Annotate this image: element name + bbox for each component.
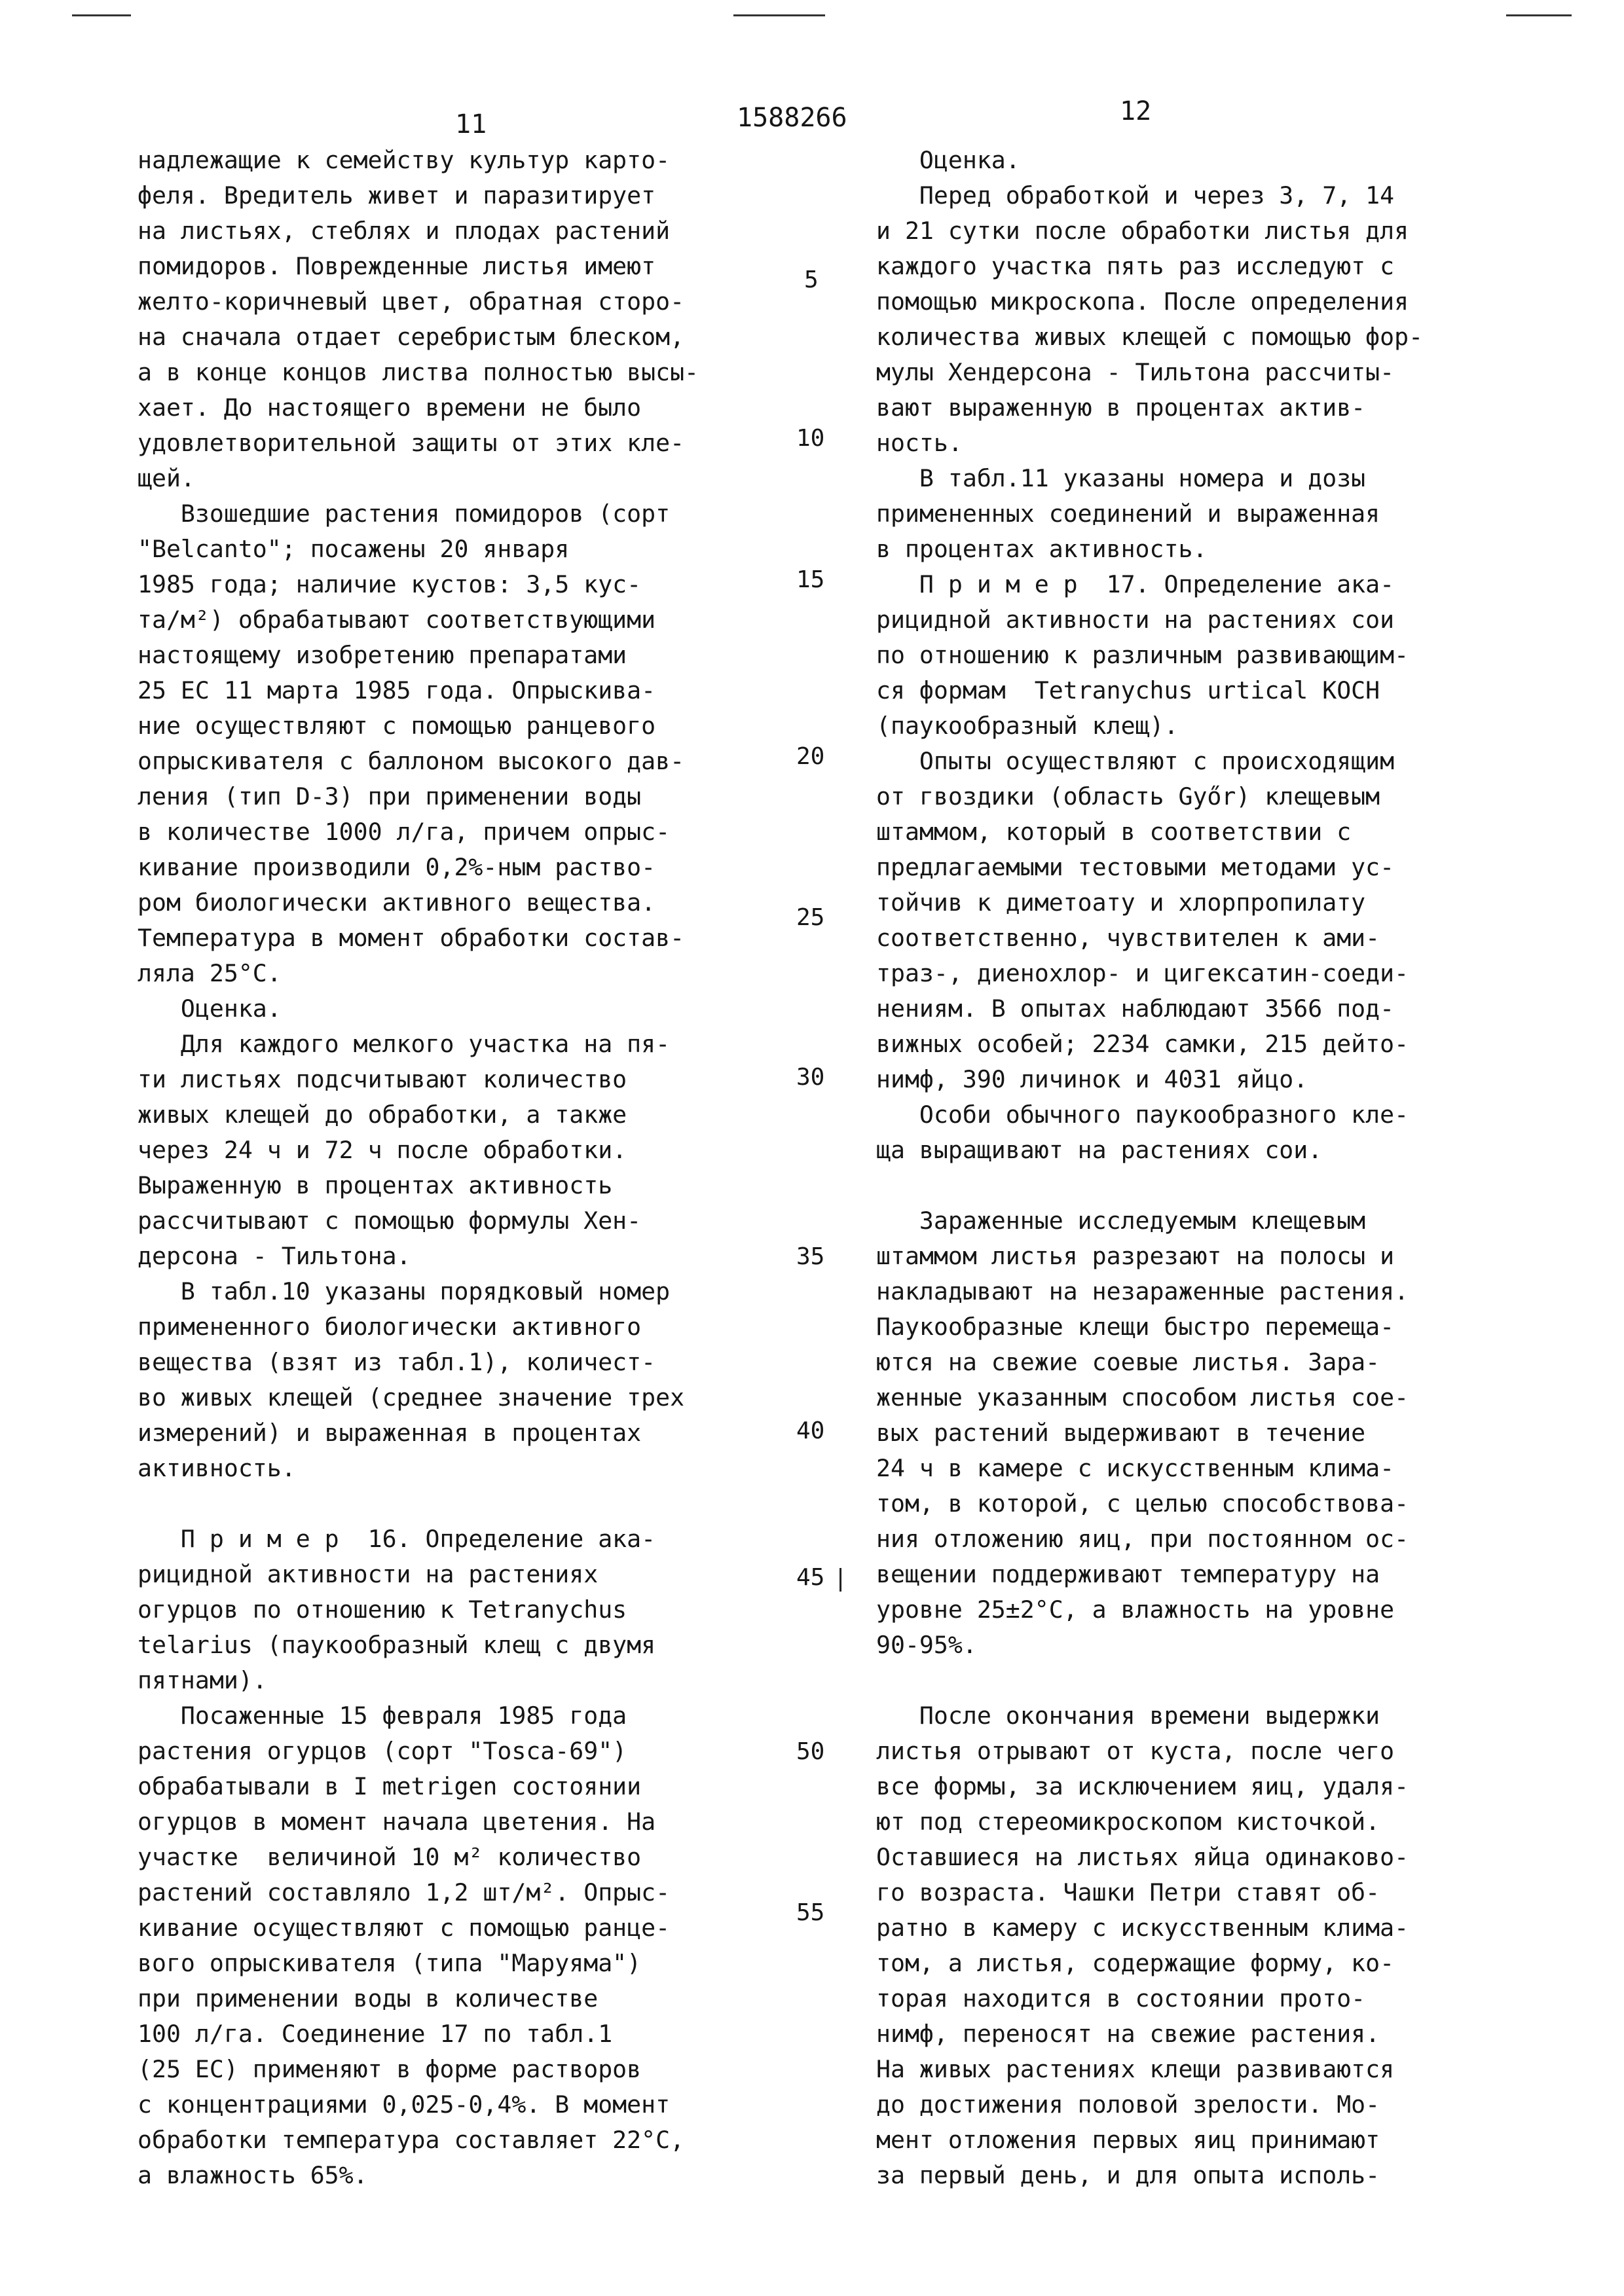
- left-column-line: при применении воды в количестве: [138, 1984, 599, 2013]
- left-column-line: обрабатывали в I metrigen состоянии: [138, 1772, 642, 1800]
- top-rule-middle: [733, 14, 825, 16]
- left-column-line: П р и м е р 16. Определение ака-: [138, 1525, 656, 1553]
- right-column-line: по отношению к различным развивающим-: [876, 641, 1409, 669]
- right-column-line: вижных особей; 2234 самки, 215 дейто-: [876, 1030, 1409, 1058]
- left-column-line: желто-коричневый цвет, обратная сторо-: [138, 287, 685, 316]
- right-column-line: листья отрывают от куста, после чего: [876, 1737, 1395, 1765]
- right-column-line: нимф, 390 личинок и 4031 яйцо.: [876, 1065, 1308, 1093]
- left-column-line: надлежащие к семейству культур карто-: [138, 146, 671, 174]
- right-column-line: В табл.11 указаны номера и дозы: [876, 464, 1366, 492]
- left-column-line: феля. Вредитель живет и паразитирует: [138, 181, 656, 210]
- line-number: 35: [796, 1243, 825, 1270]
- left-column-line: Температура в момент обработки состав-: [138, 924, 685, 952]
- line-number: 20: [796, 743, 825, 770]
- left-column-line: огурцов по отношению к Tetranychus: [138, 1595, 627, 1624]
- left-column-line: дерсона - Тильтона.: [138, 1242, 411, 1270]
- right-column-line: штаммом, который в соответствии с: [876, 818, 1352, 846]
- right-column-line: все формы, за исключением яиц, удаля-: [876, 1772, 1409, 1800]
- left-column-line: ления (тип D-3) при применении воды: [138, 782, 642, 811]
- left-column-line: пятнами).: [138, 1666, 267, 1694]
- right-column-line: мулы Хендерсона - Тильтона рассчиты-: [876, 358, 1395, 386]
- left-column-line: живых клещей до обработки, а также: [138, 1101, 627, 1129]
- left-column-line: примененного биологически активного: [138, 1313, 642, 1341]
- right-column-line: 24 ч в камере с искусственным клима-: [876, 1454, 1395, 1482]
- right-column-line: штаммом листья разрезают на полосы и: [876, 1242, 1395, 1270]
- left-column-line: хает. До настоящего времени не было: [138, 393, 642, 422]
- right-column-line: примененных соединений и выраженная: [876, 500, 1380, 528]
- right-column-line: помощью микроскопа. После определения: [876, 287, 1409, 316]
- left-column-line: ром биологически активного вещества.: [138, 888, 656, 917]
- left-column-line: щей.: [138, 464, 195, 492]
- right-column-line: каждого участка пять раз исследуют с: [876, 252, 1395, 280]
- right-column-line: Паукообразные клещи быстро перемеща-: [876, 1313, 1395, 1341]
- right-column-line: Особи обычного паукообразного кле-: [876, 1101, 1409, 1129]
- line-number: 55: [796, 1899, 825, 1926]
- right-column-line: вых растений выдерживают в течение: [876, 1419, 1366, 1447]
- right-column-line: и 21 сутки после обработки листья для: [876, 217, 1409, 245]
- left-column-line: растений составляло 1,2 шт/м². Опрыс-: [138, 1878, 671, 1906]
- left-column-line: с концентрациями 0,025-0,4%. В момент: [138, 2090, 671, 2119]
- right-column-line: После окончания времени выдержки: [876, 1702, 1380, 1730]
- left-column-line: Оценка.: [138, 994, 282, 1023]
- right-column-line: (паукообразный клещ).: [876, 712, 1179, 740]
- line-number: 5: [804, 266, 819, 293]
- left-column-line: растения огурцов (сорт "Tosca-69"): [138, 1737, 627, 1765]
- right-column-line: Опыты осуществляют с происходящим: [876, 747, 1395, 775]
- right-column-line: ют под стереомикроскопом кисточкой.: [876, 1808, 1380, 1836]
- left-column-line: Посаженные 15 февраля 1985 года: [138, 1702, 627, 1730]
- left-column-line: обработки температура составляет 22°С,: [138, 2126, 685, 2154]
- blank-line: [876, 1168, 1531, 1203]
- top-rule-left: [72, 14, 131, 16]
- left-column-line: рассчитывают с помощью формулы Хен-: [138, 1207, 642, 1235]
- right-column-line: вают выраженную в процентах актив-: [876, 393, 1366, 422]
- left-column-line: в количестве 1000 л/га, причем опрыс-: [138, 818, 671, 846]
- right-column-line: На живых растениях клещи развиваются: [876, 2055, 1395, 2083]
- left-column-line: ляла 25°С.: [138, 959, 282, 987]
- line-number: 30: [796, 1064, 825, 1091]
- right-column-line: до достижения половой зрелости. Мо-: [876, 2090, 1380, 2119]
- left-column-line: та/м²) обрабатывают соответствующими: [138, 606, 656, 634]
- right-column-line: рицидной активности на растениях сои: [876, 606, 1395, 634]
- right-column-line: соответственно, чувствителен к ами-: [876, 924, 1380, 952]
- right-column-line: Оценка.: [876, 146, 1020, 174]
- right-column-line: тойчив к диметоату и хлорпропилату: [876, 888, 1366, 917]
- margin-mark: [840, 1568, 841, 1592]
- left-column-line: 1985 года; наличие кустов: 3,5 кус-: [138, 570, 642, 598]
- left-column-line: помидоров. Поврежденные листья имеют: [138, 252, 656, 280]
- right-column-line: го возраста. Чашки Петри ставят об-: [876, 1878, 1380, 1906]
- left-column-line: во живых клещей (среднее значение трех: [138, 1383, 685, 1412]
- line-number: 25: [796, 904, 825, 931]
- blank-line: [138, 1486, 792, 1522]
- right-column-line: торая находится в состоянии прото-: [876, 1984, 1366, 2013]
- left-column-line: Выраженную в процентах активность: [138, 1171, 613, 1199]
- line-number: 40: [796, 1417, 825, 1444]
- right-column-line: нимф, переносят на свежие растения.: [876, 2020, 1380, 2048]
- right-column-line: за первый день, и для опыта исполь-: [876, 2161, 1380, 2189]
- left-column-line: Взошедшие растения помидоров (сорт: [138, 500, 671, 528]
- left-column-line: "Belcanto"; посажены 20 января: [138, 535, 570, 563]
- top-rule-right: [1506, 14, 1572, 16]
- right-column-line: том, в которой, с целью способствова-: [876, 1489, 1409, 1518]
- right-column-line: П р и м е р 17. Определение ака-: [876, 570, 1395, 598]
- left-column-line: опрыскивателя с баллоном высокого дав-: [138, 747, 685, 775]
- right-column-line: мент отложения первых яиц принимают: [876, 2126, 1380, 2154]
- left-column-line: вещества (взят из табл.1), количест-: [138, 1348, 656, 1376]
- left-column-line: кивание осуществляют с помощью ранце-: [138, 1914, 671, 1942]
- left-column-line: через 24 ч и 72 ч после обработки.: [138, 1136, 627, 1164]
- left-column-line: на сначала отдает серебристым блеском,: [138, 323, 685, 351]
- left-column-line: ти листьях подсчитывают количество: [138, 1065, 627, 1093]
- left-column-line: а влажность 65%.: [138, 2161, 368, 2189]
- right-column-line: предлагаемыми тестовыми методами ус-: [876, 853, 1395, 881]
- right-column-line: ность.: [876, 429, 963, 457]
- left-column-line: ние осуществляют с помощью ранцевого: [138, 712, 656, 740]
- left-column-line: измерений) и выраженная в процентах: [138, 1419, 642, 1447]
- left-column-line: на листьях, стеблях и плодах растений: [138, 217, 671, 245]
- left-column-line: огурцов в момент начала цветения. На: [138, 1808, 656, 1836]
- right-column-line: ся формам Tetranychus urtical KOCH: [876, 676, 1380, 704]
- right-column-line: нениям. В опытах наблюдают 3566 под-: [876, 994, 1395, 1023]
- left-column-line: вого опрыскивателя (типа "Маруяма"): [138, 1949, 642, 1977]
- page-number-left: 11: [455, 109, 487, 139]
- right-column-line: ратно в камеру с искусственным клима-: [876, 1914, 1409, 1942]
- left-column: [138, 143, 792, 2193]
- left-column-line: telarius (паукообразный клещ с двумя: [138, 1631, 656, 1659]
- left-column-line: настоящему изобретению препаратами: [138, 641, 627, 669]
- page-number-right: 12: [1120, 96, 1152, 126]
- patent-number: 1588266: [737, 103, 847, 133]
- left-column-line: активность.: [138, 1454, 296, 1482]
- line-number: 10: [796, 425, 825, 452]
- line-number: 50: [796, 1738, 825, 1765]
- right-column-line: том, а листья, содержащие форму, ко-: [876, 1949, 1395, 1977]
- right-column-line: ния отложению яиц, при постоянном ос-: [876, 1525, 1409, 1553]
- right-column-line: ются на свежие соевые листья. Зара-: [876, 1348, 1380, 1376]
- right-column-line: от гвоздики (область Győr) клещевым: [876, 782, 1380, 811]
- left-column-line: рицидной активности на растениях: [138, 1560, 599, 1588]
- line-number: 15: [796, 566, 825, 593]
- right-column-line: Перед обработкой и через 3, 7, 14: [876, 181, 1395, 210]
- right-column-line: количества живых клещей с помощью фор-: [876, 323, 1424, 351]
- left-column-line: кивание производили 0,2%-ным раство-: [138, 853, 656, 881]
- left-column-line: Для каждого мелкого участка на пя-: [138, 1030, 671, 1058]
- right-column-line: 90-95%.: [876, 1631, 977, 1659]
- line-number: 45: [796, 1564, 825, 1591]
- blank-line: [876, 1663, 1531, 1698]
- right-column-line: женные указанным способом листья сое-: [876, 1383, 1409, 1412]
- left-column-line: участке величиной 10 м² количество: [138, 1843, 642, 1871]
- right-column-line: траз-, диенохлор- и цигексатин-соеди-: [876, 959, 1409, 987]
- left-column-line: 25 ЕС 11 марта 1985 года. Опрыскива-: [138, 676, 656, 704]
- left-column-line: (25 ЕС) применяют в форме растворов: [138, 2055, 642, 2083]
- right-column-line: в процентах активность.: [876, 535, 1208, 563]
- right-column-line: накладывают на незараженные растения.: [876, 1277, 1409, 1305]
- left-column-line: удовлетворительной защиты от этих кле-: [138, 429, 685, 457]
- left-column-line: 100 л/га. Соединение 17 по табл.1: [138, 2020, 613, 2048]
- right-column-line: Оставшиеся на листьях яйца одинаково-: [876, 1843, 1409, 1871]
- right-column: [876, 143, 1531, 2193]
- left-column-line: а в конце концов листва полностью высы-: [138, 358, 699, 386]
- left-column-line: В табл.10 указаны порядковый номер: [138, 1277, 671, 1305]
- right-column-line: уровне 25±2°С, а влажность на уровне: [876, 1595, 1395, 1624]
- right-column-line: ща выращивают на растениях сои.: [876, 1136, 1323, 1164]
- right-column-line: Зараженные исследуемым клещевым: [876, 1207, 1366, 1235]
- right-column-line: вещении поддерживают температуру на: [876, 1560, 1380, 1588]
